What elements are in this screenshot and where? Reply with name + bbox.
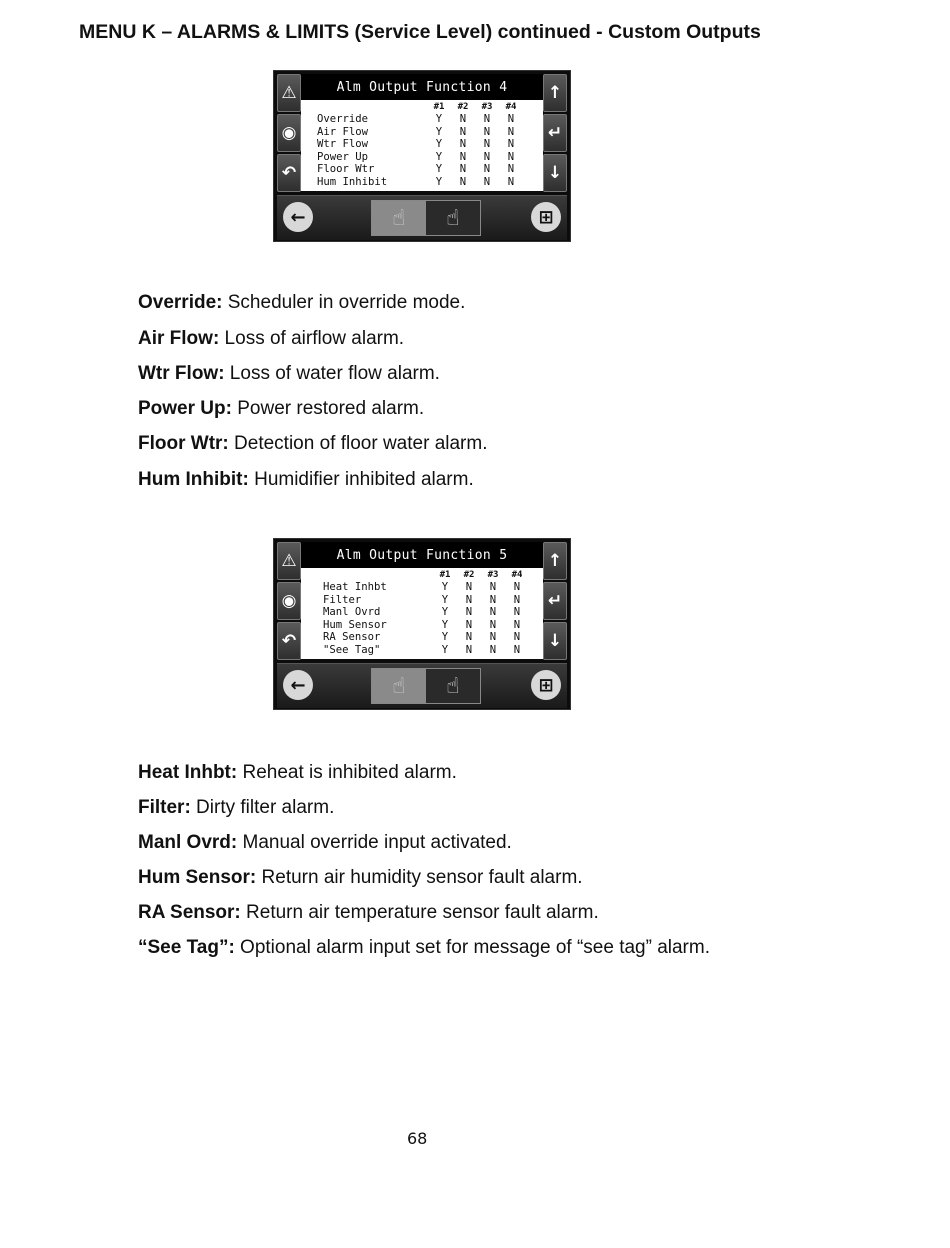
right-button-column: [543, 74, 567, 192]
description-line: [138, 937, 710, 959]
enter-icon[interactable]: ↵: [543, 582, 567, 620]
output-value[interactable]: Y: [435, 113, 443, 125]
description-text: Return air temperature sensor fault alarm.: [240, 902, 599, 923]
output-value[interactable]: N: [465, 606, 473, 619]
table-row[interactable]: [301, 176, 523, 189]
column-header: #4: [505, 102, 517, 112]
enter-icon[interactable]: ↵: [543, 114, 567, 152]
description-line: [138, 797, 334, 819]
right-button-column: [543, 542, 567, 660]
column-header: #3: [481, 102, 493, 112]
row-label: Manl Ovrd: [323, 606, 381, 619]
arrow-up-icon[interactable]: ↑: [543, 74, 567, 112]
table-row[interactable]: [301, 581, 529, 594]
menu-network-icon[interactable]: ⊞: [531, 202, 561, 232]
description-line: [138, 832, 512, 854]
screen-title: Alm Output Function 5: [301, 542, 543, 568]
output-value[interactable]: N: [483, 175, 491, 188]
arrow-up-icon[interactable]: ↑: [543, 542, 567, 580]
output-value[interactable]: N: [513, 643, 521, 656]
row-label: "See Tag": [323, 643, 381, 656]
description-line: [138, 762, 457, 784]
description-line: [138, 292, 465, 314]
description-text: Optional alarm input set for message of “see tag” alarm.: [234, 937, 710, 958]
touch-hands-icon[interactable]: [371, 200, 481, 236]
output-value[interactable]: Y: [435, 163, 443, 176]
row-label: Wtr Flow: [317, 138, 369, 151]
output-value[interactable]: N: [489, 581, 497, 593]
table-row[interactable]: [301, 631, 529, 644]
bottom-toolbar: [277, 195, 567, 240]
output-value[interactable]: N: [513, 581, 521, 593]
table-row[interactable]: [301, 644, 529, 657]
arrow-left-icon[interactable]: ←: [283, 202, 313, 232]
hand-icon: ☝: [426, 201, 480, 235]
description-line: [138, 867, 583, 889]
table-header-row: [301, 570, 529, 581]
output-value[interactable]: N: [465, 631, 473, 644]
output-table: [301, 102, 523, 189]
output-value[interactable]: Y: [441, 593, 449, 606]
description-text: Dirty filter alarm.: [190, 797, 335, 818]
description-line: [138, 469, 474, 491]
output-value[interactable]: N: [483, 138, 491, 151]
output-value[interactable]: N: [513, 606, 521, 619]
output-value[interactable]: N: [465, 618, 473, 631]
column-header: #2: [463, 570, 475, 580]
column-spacer: [301, 102, 427, 113]
left-button-column: [277, 74, 301, 192]
table-row[interactable]: [301, 606, 529, 619]
output-value[interactable]: N: [483, 150, 491, 163]
output-value[interactable]: N: [459, 125, 467, 138]
description-line: [138, 433, 487, 455]
return-arrow-icon[interactable]: ↶: [277, 154, 301, 192]
column-header: #1: [439, 570, 451, 580]
warning-triangle-icon[interactable]: ⚠: [277, 74, 301, 112]
table-row[interactable]: [301, 138, 523, 151]
bottom-toolbar: [277, 663, 567, 708]
description-line: [138, 328, 404, 350]
description-term: Filter:: [138, 797, 191, 818]
arrow-left-icon[interactable]: ←: [283, 670, 313, 700]
arrow-down-icon[interactable]: ↓: [543, 154, 567, 192]
column-header: #2: [457, 102, 469, 112]
description-term: Floor Wtr:: [138, 433, 229, 454]
description-text: Scheduler in override mode.: [222, 292, 466, 313]
description-text: Manual override input activated.: [237, 832, 512, 853]
description-term: Hum Inhibit:: [138, 469, 249, 490]
output-value[interactable]: N: [513, 631, 521, 644]
output-value[interactable]: N: [507, 163, 515, 176]
output-value[interactable]: N: [459, 150, 467, 163]
description-line: [138, 398, 424, 420]
table-row[interactable]: [301, 619, 529, 632]
table-header-row: [301, 102, 523, 113]
row-label: Override: [317, 113, 369, 125]
table-row[interactable]: [301, 151, 523, 164]
row-label: Air Flow: [317, 125, 369, 138]
row-label: Hum Inhibit: [317, 175, 388, 188]
output-value[interactable]: N: [489, 606, 497, 619]
output-value[interactable]: N: [465, 643, 473, 656]
output-value[interactable]: Y: [441, 581, 449, 593]
output-value[interactable]: N: [489, 643, 497, 656]
description-text: Loss of water flow alarm.: [224, 363, 440, 384]
table-row[interactable]: [301, 126, 523, 139]
table-row[interactable]: [301, 594, 529, 607]
output-value[interactable]: N: [489, 631, 497, 644]
row-label: Filter: [323, 593, 362, 606]
output-value[interactable]: N: [459, 113, 467, 125]
target-icon[interactable]: ◉: [277, 114, 301, 152]
output-value[interactable]: N: [459, 138, 467, 151]
output-value[interactable]: Y: [435, 138, 443, 151]
left-button-column: [277, 542, 301, 660]
description-line: [138, 363, 440, 385]
output-value[interactable]: Y: [441, 606, 449, 619]
output-value[interactable]: N: [483, 113, 491, 125]
description-text: Detection of floor water alarm.: [228, 433, 488, 454]
output-value[interactable]: N: [483, 125, 491, 138]
output-value[interactable]: Y: [435, 150, 443, 163]
return-arrow-icon[interactable]: ↶: [277, 622, 301, 660]
page-heading: MENU K – ALARMS & LIMITS (Service Level) continued - Custom Outputs: [79, 21, 761, 43]
lcd-screen: [301, 542, 543, 659]
column-header: #4: [511, 570, 523, 580]
row-label: Power Up: [317, 150, 369, 163]
output-value[interactable]: N: [459, 163, 467, 176]
output-value[interactable]: N: [507, 125, 515, 138]
output-value[interactable]: Y: [441, 643, 449, 656]
output-value[interactable]: Y: [435, 175, 443, 188]
output-value[interactable]: N: [465, 593, 473, 606]
column-header: #1: [433, 102, 445, 112]
column-spacer: [301, 570, 433, 581]
output-value[interactable]: N: [483, 163, 491, 176]
description-term: Power Up:: [138, 398, 232, 419]
column-header: #3: [487, 570, 499, 580]
hand-icon: ☝: [372, 201, 426, 235]
description-line: [138, 902, 599, 924]
target-icon[interactable]: ◉: [277, 582, 301, 620]
output-value[interactable]: Y: [435, 125, 443, 138]
output-value[interactable]: Y: [441, 631, 449, 644]
arrow-down-icon[interactable]: ↓: [543, 622, 567, 660]
lcd-screen: [301, 74, 543, 191]
description-term: “See Tag”:: [138, 937, 235, 958]
description-term: Wtr Flow:: [138, 363, 225, 384]
page-number: 68: [407, 1129, 428, 1148]
hmi-panel-2: [273, 538, 571, 710]
touch-hands-icon[interactable]: [371, 668, 481, 704]
description-text: Humidifier inhibited alarm.: [248, 469, 474, 490]
output-value[interactable]: N: [507, 150, 515, 163]
output-value[interactable]: N: [459, 175, 467, 188]
row-label: Floor Wtr: [317, 163, 375, 176]
hand-icon: ☝: [426, 669, 480, 703]
menu-network-icon[interactable]: ⊞: [531, 670, 561, 700]
description-term: Hum Sensor:: [138, 867, 257, 888]
description-term: Air Flow:: [138, 328, 220, 349]
output-value[interactable]: N: [489, 593, 497, 606]
screen-title: Alm Output Function 4: [301, 74, 543, 100]
description-text: Reheat is inhibited alarm.: [237, 762, 457, 783]
table-row[interactable]: [301, 163, 523, 176]
warning-triangle-icon[interactable]: ⚠: [277, 542, 301, 580]
description-text: Power restored alarm.: [231, 398, 425, 419]
description-text: Return air humidity sensor fault alarm.: [256, 867, 583, 888]
hmi-panel-1: [273, 70, 571, 242]
table-row[interactable]: [301, 113, 523, 126]
output-value[interactable]: N: [465, 581, 473, 593]
row-label: RA Sensor: [323, 631, 381, 644]
output-value[interactable]: N: [513, 593, 521, 606]
output-table: [301, 570, 529, 657]
description-term: Heat Inhbt:: [138, 762, 238, 783]
row-label: Hum Sensor: [323, 618, 387, 631]
description-term: Manl Ovrd:: [138, 832, 238, 853]
description-term: Override:: [138, 292, 223, 313]
description-text: Loss of airflow alarm.: [219, 328, 405, 349]
output-value[interactable]: N: [507, 175, 515, 188]
description-term: RA Sensor:: [138, 902, 241, 923]
output-value[interactable]: N: [507, 138, 515, 151]
output-value[interactable]: N: [513, 618, 521, 631]
output-value[interactable]: N: [507, 113, 515, 125]
output-value[interactable]: N: [489, 618, 497, 631]
output-value[interactable]: Y: [441, 618, 449, 631]
row-label: Heat Inhbt: [323, 581, 387, 593]
hand-icon: ☝: [372, 669, 426, 703]
